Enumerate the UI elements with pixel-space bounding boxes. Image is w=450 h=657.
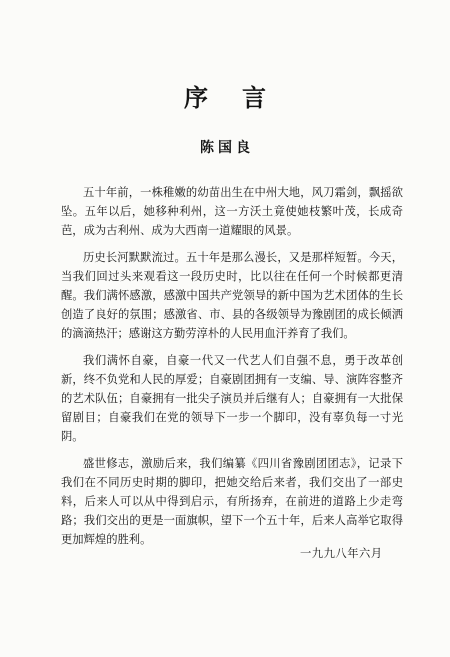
- signature-date: 一九九八年六月: [300, 547, 383, 560]
- author-name: 陈国良: [200, 140, 254, 156]
- paragraph: 五十年前，一株稚嫩的幼苗出生在中州大地，风刀霜剑，飘摇欲坠。五年以后，她移种利州，这一方沃土竟使她枝繁叶茂，长成奇芭，成为古利州、成为大西南一道耀眼的风景。: [61, 186, 403, 237]
- paragraph: 我们满怀自豪，自豪一代又一代艺人们自强不息，勇于改革创新，终不负党和人民的厚爱；自豪剧团拥有一支编、导、演阵容整齐的艺术队伍；自豪拥有一批尖子演员并后继有人；自豪拥有一大批保留剧目；自豪我们在党的领导下一步一个脚印，没有辜负每一寸光阴。: [61, 354, 403, 443]
- preface-body: [61, 183, 403, 557]
- paragraph: 历史长河默默流过。五十年是那么漫长，又是那样短暂。今天，当我们回过头来观看这一段历史时，比以往在任何一个时候都更清醒。我们满怀感激，感激中国共产党领导的新中国为艺术团体的生长创造了良好的氛围；感激省、市、县的各级领导为豫剧团的成长倾洒的滴滴热汗；感谢这方勤劳淳朴的人民用血汗养育了我们。: [61, 251, 403, 340]
- paragraph: 盛世修志，激励后来，我们编纂《四川省豫剧团团志》，记录下我们在不同历史时期的脚印，把她交给后来者，我们交出了一部史料，后来人可以从中得到启示，有所扬弃，在前进的道路上少走弯路；我们交出的更是一面旗帜，望下一个五十年，后来人高举它取得更加辉煌的胜利。: [61, 457, 403, 546]
- page-title: 序言: [184, 83, 300, 112]
